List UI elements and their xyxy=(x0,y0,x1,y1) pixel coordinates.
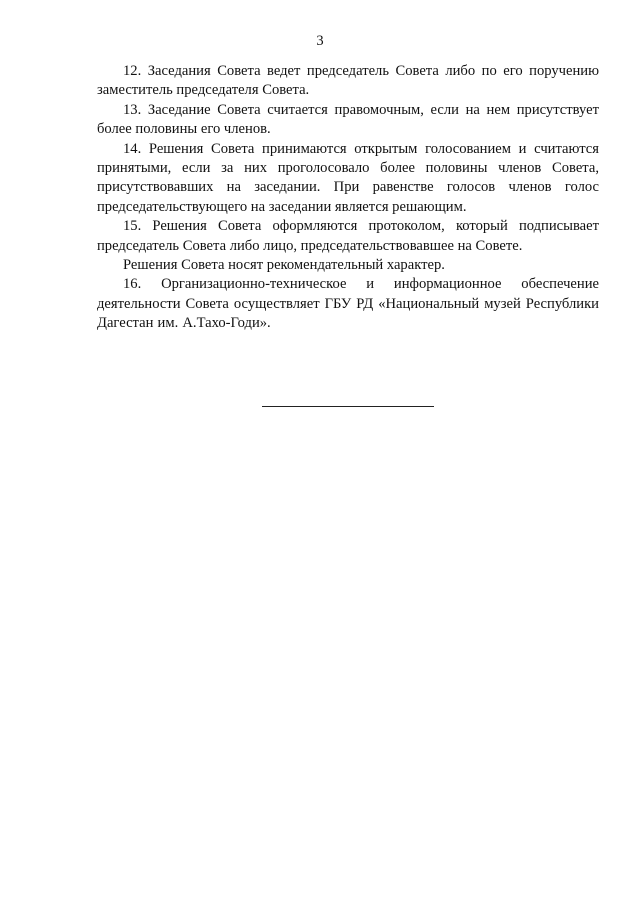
document-body xyxy=(97,62,599,334)
paragraph-item-15: 15. Решения Совета оформляются протоколом, который подписывает председатель Совета либо лицо, председательствовавшее на Совете. xyxy=(97,218,599,254)
paragraph-item-13: 13. Заседание Совета считается правомочным, если на нем присутствует более половины его членов. xyxy=(97,101,599,138)
paragraph-item-14: 14. Решения Совета принимаются открытым голосованием и считаются принятыми, если за них проголосовало более половины членов Совета, присутствовавших на заседании. При равенстве голосов членов голос председательствующего на заседании является решающим. xyxy=(97,140,599,215)
paragraph-item-16: 16. Организационно-техническое и информационное обеспечение деятельности Совета осуществляет ГБУ РД «Национальный музей Республики Дагестан им. А.Тахо-Годи». xyxy=(97,276,599,332)
paragraph-recommendation-note: Решения Совета носят рекомендательный характер. xyxy=(123,257,445,274)
paragraph-item-12: 12. Заседания Совета ведет председатель Совета либо по его поручению заместитель председателя Совета. xyxy=(97,63,599,99)
page-number: 3 xyxy=(316,33,324,49)
end-separator-line xyxy=(262,406,434,407)
